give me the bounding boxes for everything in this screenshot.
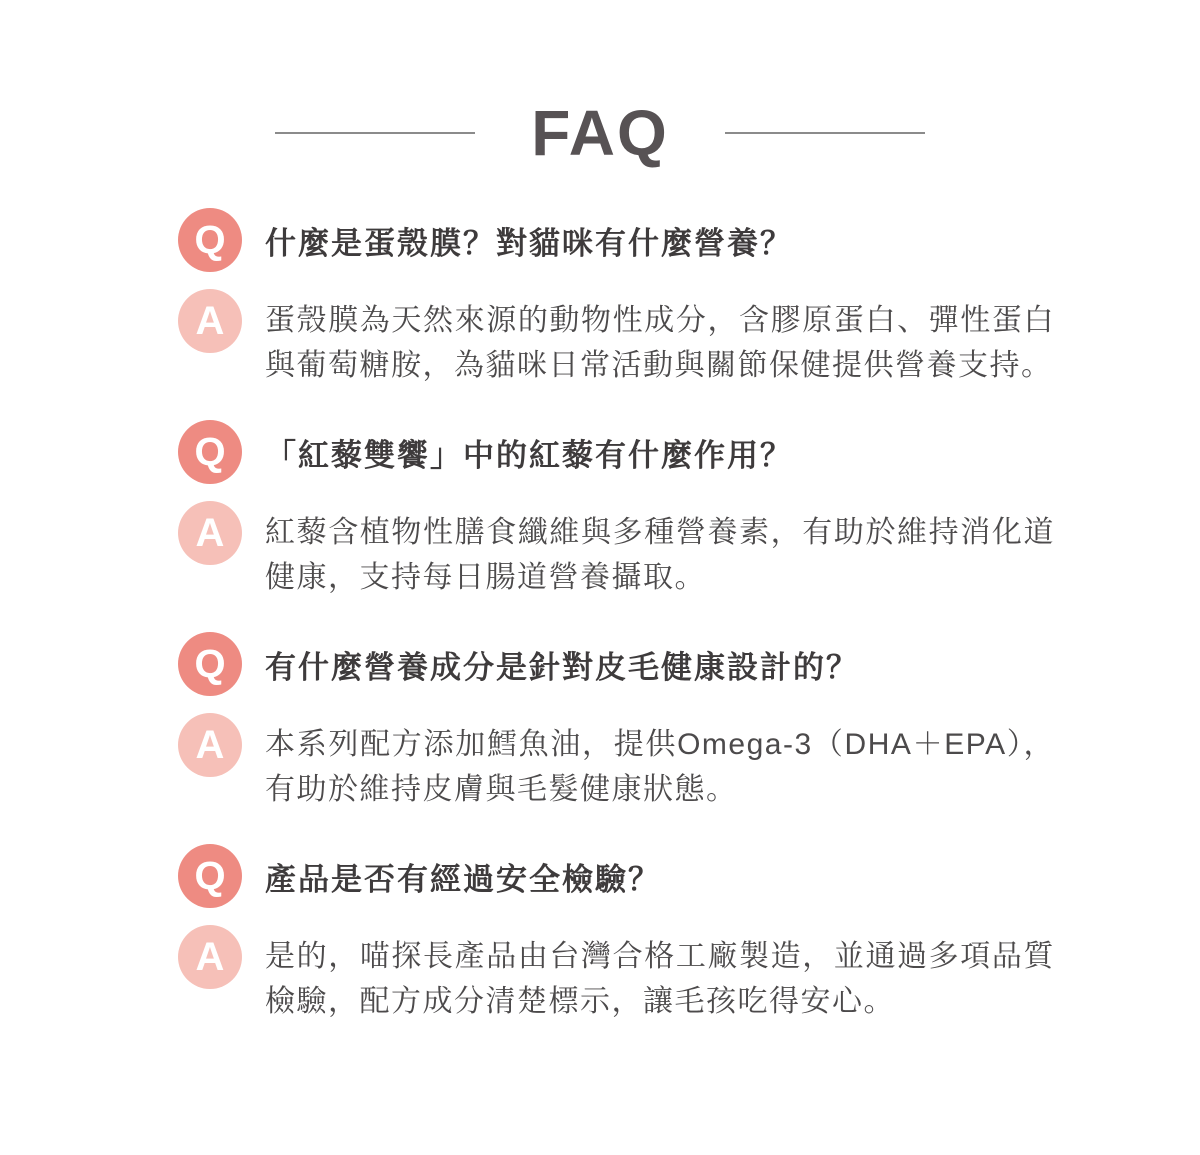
a-badge: A <box>178 501 242 565</box>
faq-item-3-question-row <box>178 632 1200 696</box>
q-badge: Q <box>178 208 242 272</box>
question-text: 產品是否有經過安全檢驗？ <box>265 861 661 897</box>
q-badge: Q <box>178 420 242 484</box>
faq-item-4-question-row <box>178 844 1200 908</box>
faq-item-2-question-row <box>178 420 1200 484</box>
faq-list <box>0 208 1200 1024</box>
divider-line-right <box>725 132 925 134</box>
q-badge: Q <box>178 844 242 908</box>
faq-item-3-answer-row <box>178 713 1200 812</box>
divider-line-left <box>275 132 475 134</box>
question-text: 什麼是蛋殼膜？對貓咪有什麼營養？ <box>265 225 793 261</box>
faq-item-1-answer-row <box>178 289 1200 388</box>
faq-item-1-question-row <box>178 208 1200 272</box>
a-badge: A <box>178 289 242 353</box>
answer-text: 是的，喵探長產品由台灣合格工廠製造，並通過多項品質檢驗，配方成分清楚標示，讓毛孩吃得安心。 <box>265 940 1055 1018</box>
a-badge: A <box>178 713 242 777</box>
answer-text: 蛋殼膜為天然來源的動物性成分，含膠原蛋白、彈性蛋白與葡萄糖胺，為貓咪日常活動與關節保健提供營養支持。 <box>265 304 1055 382</box>
answer-text: 本系列配方添加鱈魚油，提供Omega-3（DHA＋EPA），有助於維持皮膚與毛髮健康狀態。 <box>265 728 1055 806</box>
faq-item-4-answer-row <box>178 925 1200 1024</box>
question-text: 有什麼營養成分是針對皮毛健康設計的？ <box>265 649 859 685</box>
question-text: 「紅藜雙饗」中的紅藜有什麼作用？ <box>265 437 793 473</box>
q-badge: Q <box>178 632 242 696</box>
page-title: FAQ <box>531 97 669 169</box>
a-badge: A <box>178 925 242 989</box>
faq-item-2-answer-row <box>178 501 1200 600</box>
answer-text: 紅藜含植物性膳食纖維與多種營養素，有助於維持消化道健康，支持每日腸道營養攝取。 <box>265 516 1055 594</box>
faq-header <box>0 0 1200 170</box>
